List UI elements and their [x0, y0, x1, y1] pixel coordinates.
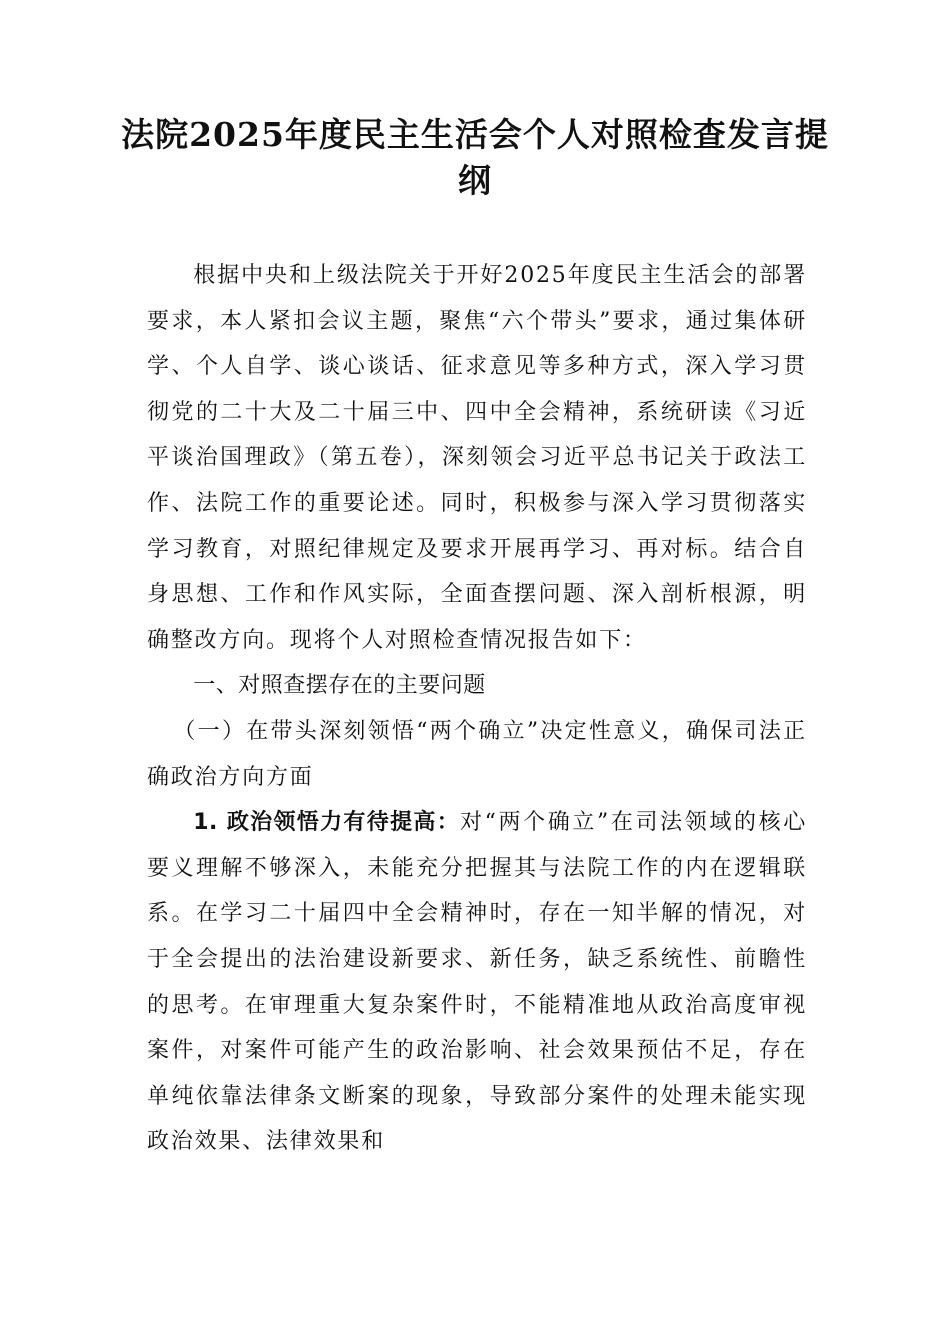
subsection-heading: （一）在带头深刻领悟“两个确立”决定性意义，确保司法正确政治方向方面 — [147, 718, 807, 790]
section-heading: 一、对照查摆存在的主要问题 — [193, 673, 486, 699]
document-body — [147, 253, 807, 1165]
item-lead: 1. 政治领悟力有待提高： — [193, 810, 461, 836]
intro-paragraph: 根据中央和上级法院关于开好2025年度民主生活会的部署要求，本人紧扣会议主题，聚焦“六个带头”要求，通过集体研学、个人自学、谈心谈话、征求意见等多种方式，深入学习贯彻党的二十大及二十届三中、四中全会精神，系统研读《习近平谈治国理政》（第五卷），深刻领会习近平总书记关于政法工作、法院工作的重要论述。同时，积极参与深入学习贯彻落实学习教育，对照纪律规定及要求开展再学习、再对标。结合自身思想、工作和作风实际，全面查摆问题、深入剖析根源，明确整改方向。现将个人对照检查情况报告如下： — [147, 263, 807, 653]
item-text: 对“两个确立”在司法领域的核心要义理解不够深入，未能充分把握其与法院工作的内在逻辑联系。在学习二十届四中全会精神时，存在一知半解的情况，对于全会提出的法治建设新要求、新任务，缺乏系统性、前瞻性的思考。在审理重大复杂案件时，不能精准地从政治高度审视案件，对案件可能产生的政治影响、社会效果预估不足，存在单纯依靠法律条文断案的现象，导致部分案件的处理未能实现政治效果、法律效果和 — [147, 810, 807, 1155]
item-paragraph — [147, 800, 807, 1165]
document-title: 法院2025年度民主生活会个人对照检查发言提纲 — [121, 115, 829, 200]
